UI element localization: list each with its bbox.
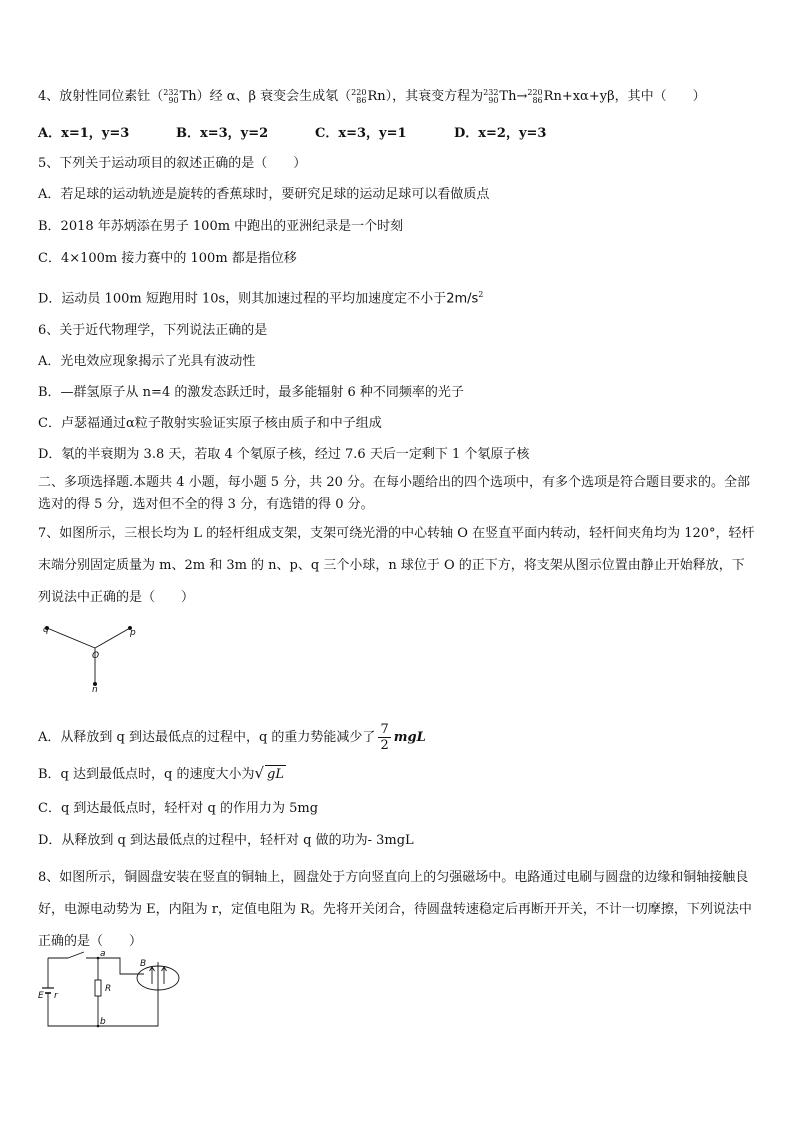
q4-option-b: B．x=3，y=2 xyxy=(176,126,269,141)
resistor xyxy=(95,980,101,996)
q7-stem: 7、如图所示，三根长均为 L 的轻杆组成支架，支架可绕光滑的中心转轴 O 在竖直平面内转动，轻杆间夹角均为 120°，轻杆末端分别固定质量为 m、2m 和 3m 的 n、p、q 三个小球，n 球位于 O 的正下方，将支架从图示位置由静止开始释放，下列说法中正确的是（ ） xyxy=(38,526,755,605)
fraction-numerator: 7 xyxy=(380,722,389,737)
section-2-instructions: 二、多项选择题.本题共 4 小题，每小题 5 分，共 20 分。在每小题给出的四个选项中，有多个选项是符合题目要求的。全部选对的得 5 分，选对但不全的得 3 分，有选错的得 0 分。 xyxy=(38,475,751,512)
q7-option-c: C．q 到达最低点时，轻杆对 q 的作用力为 5mg xyxy=(38,801,319,816)
eq-th-symbol: Th xyxy=(499,89,517,104)
q6-option-b: B．—群氢原子从 n=4 的激发态跃迁时，最多能辐射 6 种不同频率的光子 xyxy=(38,385,464,400)
q6-stem: 6、关于近代物理学，下列说法正确的是 xyxy=(38,323,268,338)
node-a xyxy=(97,957,100,960)
eq-th-numbers: 232 90 xyxy=(483,87,499,105)
q4-option-c: C．x=3，y=1 xyxy=(315,126,407,141)
eq-arrow: → xyxy=(516,89,528,104)
node-b xyxy=(97,1025,100,1028)
th-symbol: Th xyxy=(179,89,197,104)
th-nuclide-numbers: 232 90 xyxy=(163,87,179,105)
q7-option-a-tail: mgL xyxy=(393,730,426,745)
q5-stem: 5、下列关于运动项目的叙述正确的是（ ） xyxy=(38,156,307,171)
q7-option-b xyxy=(38,764,286,784)
q5-acceleration-value: 2m/s xyxy=(446,291,479,307)
wire-top-right xyxy=(86,958,147,974)
switch-blade xyxy=(68,952,84,958)
label-a: a xyxy=(100,949,106,959)
q7-option-b-text: B．q 达到最低点时，q 的速度大小为 xyxy=(38,767,255,782)
sqrt-sign: √ xyxy=(254,764,265,782)
q7-option-a-text: A．从释放到 q 到达最低点的过程中，q 的重力势能减少了 xyxy=(38,730,376,745)
q4-stem-tail: +xα+yβ，其中（ ） xyxy=(561,89,706,104)
q7-tripod-diagram xyxy=(38,618,148,694)
fraction-denominator: 2 xyxy=(380,738,389,753)
q4-stem xyxy=(38,88,706,106)
q4-stem-part: 4、放射性同位素钍（ xyxy=(38,89,164,104)
q7-fraction xyxy=(378,722,390,753)
q5-option-d xyxy=(38,286,483,308)
eq-rn-symbol: Rn xyxy=(543,89,562,104)
label-internal-resistance: r xyxy=(54,991,58,1001)
eq-rn-numbers: 220 86 xyxy=(527,87,543,105)
q7-option-a xyxy=(38,722,426,753)
q6-option-d: D．氡的半衰期为 3.8 天，若取 4 个氡原子核，经过 7.6 天后一定剩下 1 个氡原子核 xyxy=(38,447,530,462)
label-p: p xyxy=(130,628,136,638)
q4-stem-part: ）经 α、β 衰变会生成氡（ xyxy=(196,89,352,104)
label-emf: E xyxy=(38,991,44,1001)
q4-option-a: A．x=1，y=3 xyxy=(38,126,130,141)
q7-option-d: D．从释放到 q 到达最低点的过程中，轻杆对 q 做的功为- 3mgL xyxy=(38,833,414,848)
rn-symbol: Rn xyxy=(367,89,386,104)
q6-option-c: C．卢瑟福通过α粒子散射实验证实原子核由质子和中子组成 xyxy=(38,416,382,431)
label-b: b xyxy=(100,1017,106,1027)
label-field: B xyxy=(140,959,147,969)
q5-option-c: C．4×100m 接力赛中的 100m 都是指位移 xyxy=(38,251,297,266)
sqrt-radicand: gL xyxy=(267,767,284,782)
q8-stem: 8、如图所示，铜圆盘安装在竖直的铜轴上，圆盘处于方向竖直向上的匀强磁场中。电路通过电刷与圆盘的边缘和铜轴接触良好，电源电动势为 E，内阻为 r，定值电阻为 R。先将开关闭合，待圆盘转速稳定后再断开开关，不计一切摩擦，下列说法中正确的是（ ） xyxy=(38,870,752,949)
q6-option-a: A．光电效应现象揭示了光具有波动性 xyxy=(38,354,256,369)
q4-stem-part: ），其衰变方程为 xyxy=(385,89,484,104)
q5-option-d-text: D．运动员 100m 短跑用时 10s，则其加速过程的平均加速度定不小于 xyxy=(38,291,447,307)
rod-oq xyxy=(47,628,95,648)
rod-op xyxy=(95,628,130,648)
label-resistor: R xyxy=(105,984,112,994)
q5-option-b: B．2018 年苏炳添在男子 100m 中跑出的亚洲纪录是一个时刻 xyxy=(38,219,404,234)
label-n: n xyxy=(92,685,98,694)
label-o: O xyxy=(92,651,100,661)
label-q: q xyxy=(43,625,49,635)
q5-acceleration-exponent: 2 xyxy=(478,290,484,299)
q4-option-d: D．x=2，y=3 xyxy=(454,126,547,141)
q8-circuit-diagram xyxy=(36,948,196,1032)
q5-option-a: A．若足球的运动轨迹是旋转的香蕉球时，要研究足球的运动足球可以看做质点 xyxy=(38,187,490,202)
rn-nuclide-numbers: 220 86 xyxy=(351,87,367,105)
